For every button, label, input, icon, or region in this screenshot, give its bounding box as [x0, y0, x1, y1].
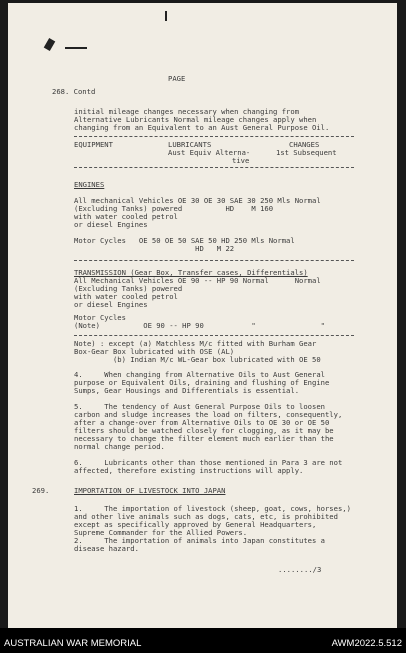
para-4-line-2: purpose or Equivalent Oils, draining and flushing of Engine [74, 378, 330, 387]
rule [74, 335, 354, 336]
engines-motor-cycles-1: Motor Cycles OE 50 OE 50 SAE 50 HD 250 Mls Normal [74, 236, 295, 245]
para-5-line-5: necessary to change the filter element much earlier than the [74, 434, 334, 443]
header-equipment: EQUIPMENT [74, 140, 113, 149]
para-5-line-1: 5. The tendency of Aust General Purpose Oils to loosen [74, 402, 325, 411]
para-5-line-2: carbon and sludge increases the load on filters, consequently, [74, 410, 343, 419]
para-4-line-1: 4. When changing from Alternative Oils to Aust General [74, 370, 325, 379]
footer-accession-number: AWM2022.5.512 [331, 638, 402, 649]
header-changes-sub: 1st Subsequent [276, 148, 337, 157]
engines-line-4: or diesel Engines [74, 220, 148, 229]
header-lubricants-sub2: tive [232, 156, 250, 165]
section-269-para-1-line-3: except as specifically approved by General Headquarters, [74, 520, 317, 529]
section-269-para-2-line-2: disease hazard. [74, 544, 139, 553]
transmission-line-4: or diesel Engines [74, 300, 148, 309]
top-tick-mark [165, 11, 167, 21]
rule [74, 167, 354, 168]
transmission-motor-cycles-2: (Note) OE 90 -- HP 90 " " [74, 321, 325, 330]
note-line-1: Note) : except (a) Matchless M/c fitted with Burham Gear [74, 339, 317, 348]
para-5-line-6: normal change period. [74, 442, 165, 451]
document-page [8, 3, 397, 628]
transmission-line-2: (Excluding Tanks) powered [74, 284, 183, 293]
intro-line-1: initial mileage changes necessary when changing from [74, 107, 300, 116]
section-269-para-2-line-1: 2. The importation of animals into Japan constitutes a [74, 536, 325, 545]
punch-hole-mark [44, 38, 56, 51]
para-6-line-1: 6. Lubricants other than those mentioned in Para 3 are not [74, 458, 343, 467]
staple-mark [65, 47, 87, 49]
continuation-marker: ......../3 [278, 565, 322, 574]
rule [74, 260, 354, 261]
engines-motor-cycles-2: HD M 22 [74, 244, 235, 253]
header-changes: CHANGES [289, 140, 320, 149]
note-line-3: (b) Indian M/c WL-Gear box lubricated with OE 50 [74, 355, 321, 364]
transmission-line-3: with water cooled petrol [74, 292, 178, 301]
para-5-line-4: filters should be watched closely for clogging, as it may be [74, 426, 334, 435]
intro-line-2: Alternative Lubricants Normal mileage changes apply when [74, 115, 317, 124]
section-269-para-1-line-1: 1. The importation of livestock (sheep, goat, cows, horses,) [74, 504, 351, 513]
para-6-line-2: affected, therefore existing instructions will apply. [74, 466, 304, 475]
engines-line-2: (Excluding Tanks) powered HD M 160 [74, 204, 274, 213]
engines-heading: ENGINES [74, 180, 105, 189]
footer-institution: AUSTRALIAN WAR MEMORIAL [4, 638, 142, 649]
header-lubricants-sub: Aust Equiv Alterna- [168, 148, 251, 157]
rule [74, 136, 354, 137]
para-5-line-3: after a change-over from Alternative Oils to OE 30 or OE 50 [74, 418, 330, 427]
transmission-motor-cycles-1: Motor Cycles [74, 313, 126, 322]
engines-line-3: with water cooled petrol [74, 212, 178, 221]
section-ref: 268. Contd [52, 87, 96, 96]
engines-line-1: All mechanical Vehicles OE 30 OE 30 SAE 30 250 Mls Normal [74, 196, 321, 205]
header-lubricants: LUBRICANTS [168, 140, 212, 149]
archive-footer [0, 628, 406, 653]
transmission-line-1: All Mechanical Vehicles OE 90 -- HP 90 Normal Normal [74, 276, 321, 285]
para-4-line-3: Sumps, Gear Housings and Differentials is essential. [74, 386, 300, 395]
section-269-heading: IMPORTATION OF LIVESTOCK INTO JAPAN [74, 486, 226, 495]
section-269-para-1-line-2: and other live animals such as dogs, cats, etc, is prohibited [74, 512, 338, 521]
section-269-number: 269. [32, 486, 50, 495]
note-line-2: Box-Gear Box lubricated with OSE (AL) [74, 347, 235, 356]
section-269-para-1-line-4: Supreme Commander for the Allied Powers. [74, 528, 248, 537]
transmission-heading: TRANSMISSION (Gear Box, Transfer cases, Differentials) [74, 268, 308, 277]
page-number: PAGE [168, 74, 186, 83]
intro-line-3: changing from an Equivalent to an Aust General Purpose Oil. [74, 123, 330, 132]
